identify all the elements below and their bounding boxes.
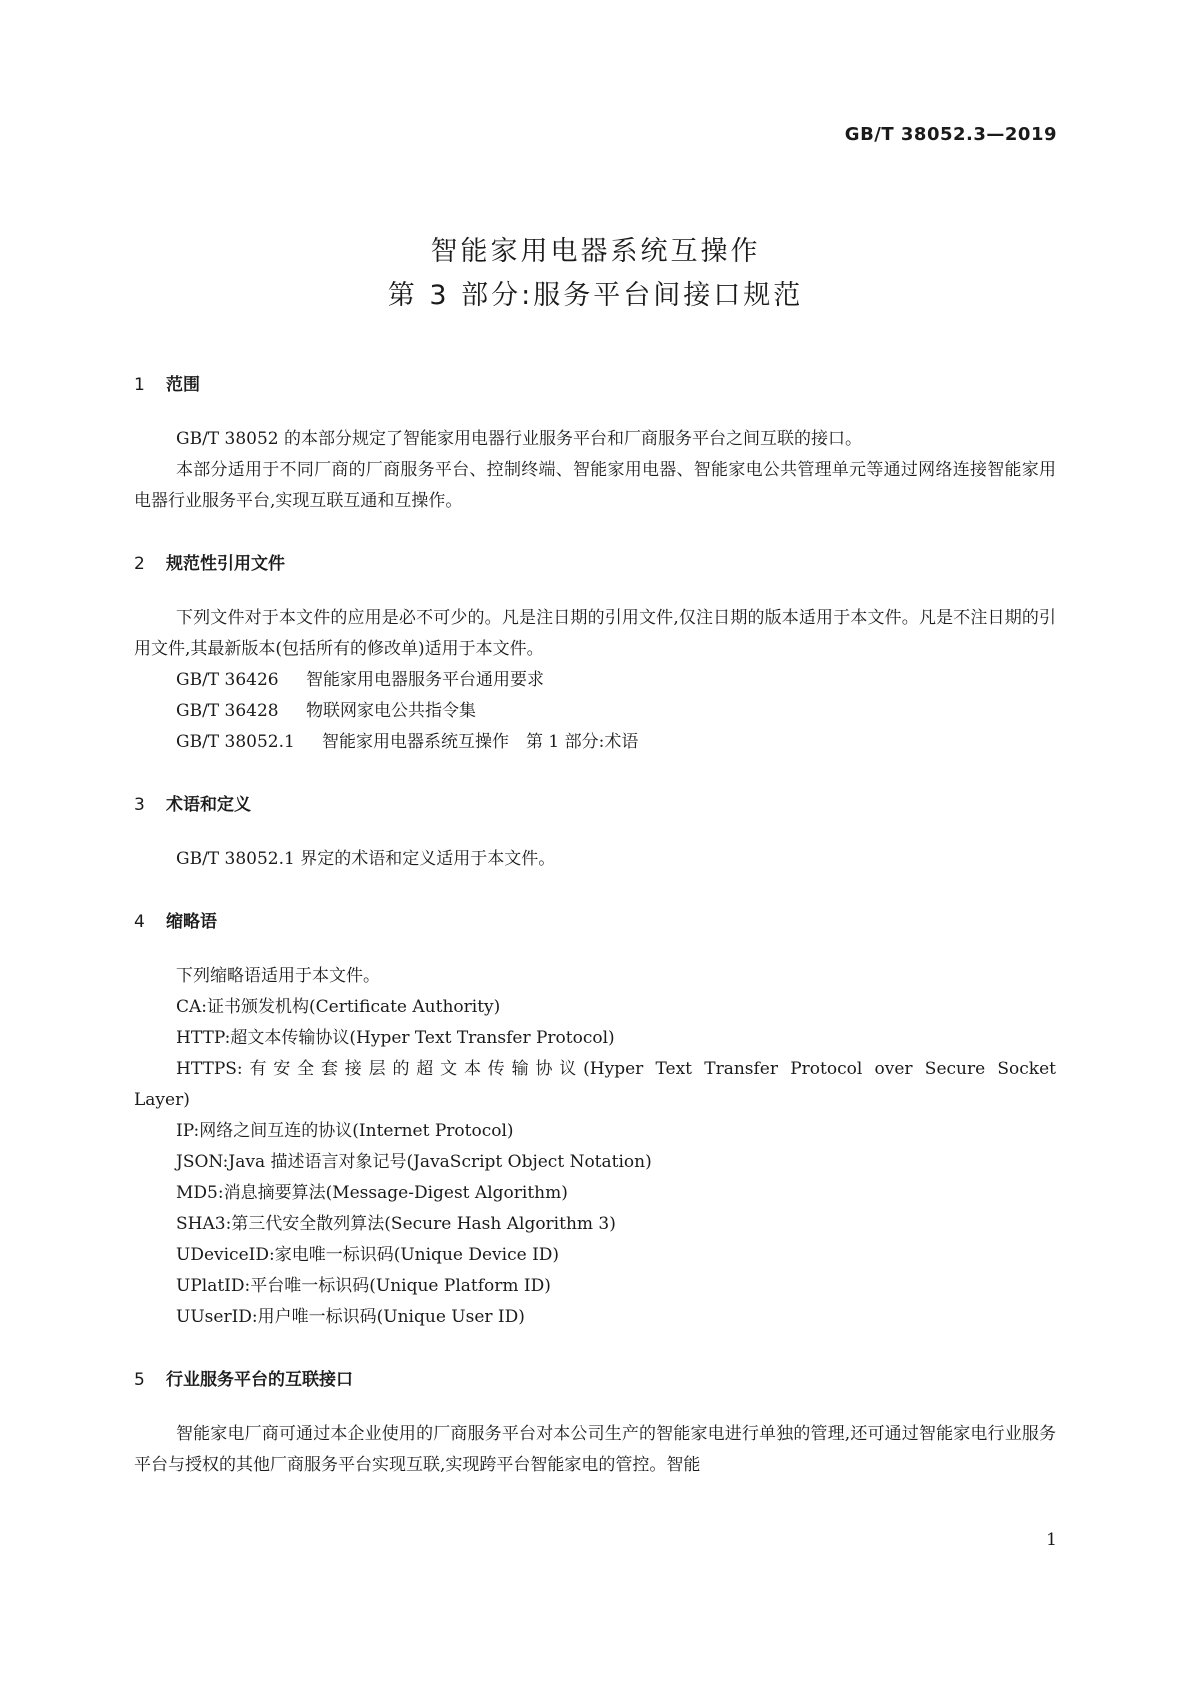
abbreviation-item: UPlatID:平台唯一标识码(Unique Platform ID) [176,1276,551,1296]
document-title: 智能家用电器系统互操作 [430,236,761,267]
section-title: 行业服务平台的互联接口 [166,1370,353,1390]
document-subtitle: 第 3 部分:服务平台间接口规范 [387,280,804,311]
section-title: 范围 [166,375,200,395]
paragraph: 下列文件对于本文件的应用是必不可少的。凡是注日期的引用文件,仅注日期的版本适用于本文件。凡是不注日期的引用文件,其最新版本(包括所有的修改单)适用于本文件。 [134,608,1056,659]
section-heading-scope [134,370,1056,400]
reference-code: GB/T 38052.1 [176,732,295,752]
paragraph: 智能家电厂商可通过本企业使用的厂商服务平台对本公司生产的智能家电进行单独的管理,还可通过智能家电行业服务平台与授权的其他厂商服务平台实现互联,实现跨平台智能家电的管控。智能 [134,1424,1056,1475]
reference-item [134,665,1056,696]
abbreviation-item: HTTP:超文本传输协议(Hyper Text Transfer Protocol) [176,1028,615,1048]
paragraph: 本部分适用于不同厂商的厂商服务平台、控制终端、智能家用电器、智能家电公共管理单元等通过网络连接智能家用电器行业服务平台,实现互联互通和互操作。 [134,460,1056,511]
abbreviation-item [134,1054,1056,1116]
section-heading-terms [134,790,1056,820]
paragraph: GB/T 38052 的本部分规定了智能家用电器行业服务平台和厂商服务平台之间互联的接口。 [176,429,863,449]
section-heading-normative-references [134,549,1056,579]
reference-item [134,696,1056,727]
abbreviation-item: SHA3:第三代安全散列算法(Secure Hash Algorithm 3) [176,1214,616,1234]
page-number: 1 [1046,1530,1057,1550]
reference-title: 智能家用电器系统互操作 第 1 部分:术语 [322,732,639,752]
section-number: 2 [134,554,145,574]
section-heading-interconnection-interface [134,1365,1056,1395]
reference-code: GB/T 36426 [176,670,279,690]
reference-code: GB/T 36428 [176,701,279,721]
section-number: 1 [134,375,145,395]
abbreviation-intro: 下列缩略语适用于本文件。 [176,966,380,986]
paragraph: GB/T 38052.1 界定的术语和定义适用于本文件。 [176,849,556,869]
section-title: 规范性引用文件 [166,554,285,574]
section-number: 5 [134,1370,145,1390]
section-title: 缩略语 [166,912,217,932]
reference-title: 智能家用电器服务平台通用要求 [306,670,544,690]
abbreviation-item: UDeviceID:家电唯一标识码(Unique Device ID) [176,1245,560,1265]
section-number: 3 [134,795,145,815]
abbreviation-item: CA:证书颁发机构(Certificate Authority) [176,997,501,1017]
abbreviation-item: MD5:消息摘要算法(Message-Digest Algorithm) [176,1183,568,1203]
abbreviation-text-continued: Layer) [134,1090,190,1110]
section-title: 术语和定义 [166,795,251,815]
standard-code: GB/T 38052.3—2019 [844,124,1057,145]
abbreviation-text: HTTPS:有安全套接层的超文本传输协议(Hyper Text Transfer Protocol over Secure Socket [176,1059,1056,1079]
reference-item [134,727,1056,758]
abbreviation-item: JSON:Java 描述语言对象记号(JavaScript Object Notation) [176,1152,652,1172]
reference-title: 物联网家电公共指令集 [306,701,476,721]
section-heading-abbreviations [134,907,1056,937]
section-number: 4 [134,912,145,932]
abbreviation-item: UUserID:用户唯一标识码(Unique User ID) [176,1307,525,1327]
abbreviation-item: IP:网络之间互连的协议(Internet Protocol) [176,1121,514,1141]
document-body [134,370,1056,1481]
